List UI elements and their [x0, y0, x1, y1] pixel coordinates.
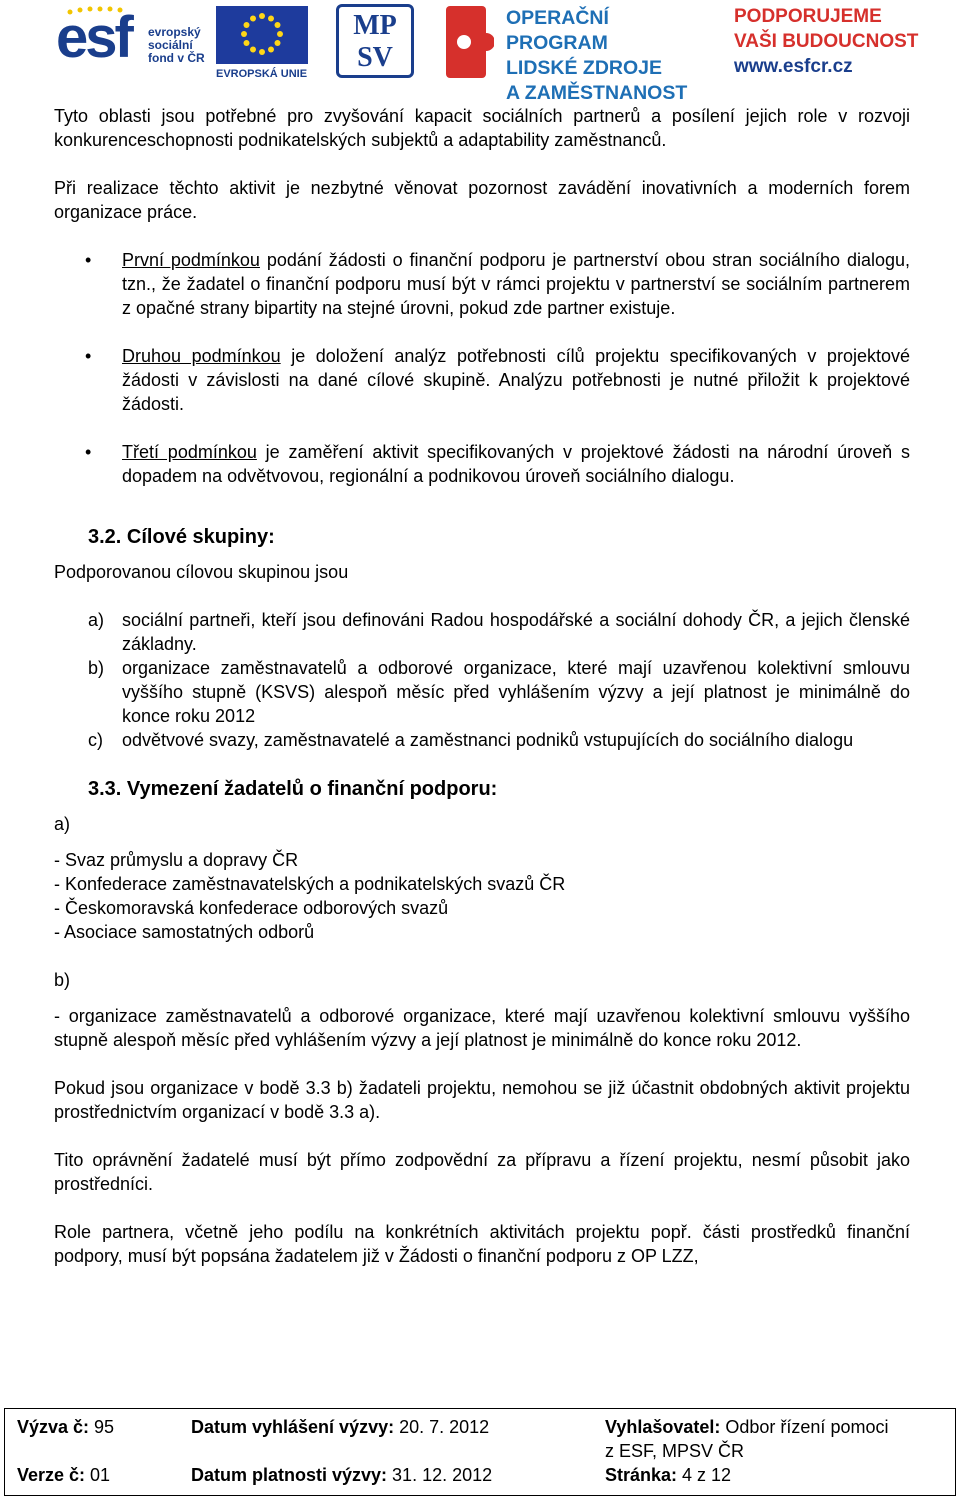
esf-wordmark: esf [56, 5, 131, 70]
target-group-item [54, 656, 910, 728]
bullet-dot-icon: • [85, 442, 92, 462]
podporujeme-logo [734, 4, 934, 80]
bullet-item [54, 440, 910, 488]
op-lzz-caption: OPERAČNÍ PROGRAM LIDSKÉ ZDROJE A ZAMĚSTNANOST [506, 7, 688, 104]
footer-announcer-line-2: z ESF, MPSV ČR [605, 1441, 745, 1461]
mpsv-line-1: MP [353, 10, 397, 41]
podporujeme-caption: PODPORUJEME VAŠI BUDOUCNOST [734, 6, 919, 52]
bullet-underlined: Druhou podmínkou [122, 346, 281, 366]
section-heading-3-2: 3.2. Cílové skupiny: [88, 526, 275, 548]
paragraph-6: Role partnera, včetně jeho podílu na konkrétních aktivitách projektu popř. části prostředků finanční podpory, musí být popsána žadatelem již v Žádosti o finanční podporu z OP LZZ, [54, 1222, 910, 1266]
op-lzz-logo [444, 4, 714, 104]
paragraph-1: Tyto oblasti jsou potřebné pro zvyšování kapacit sociálních partnerů a posílení jejich role v rozvoji konkurenceschopnosti podnikatelských subjektů a adaptability zaměstnanců. [54, 106, 910, 150]
mpsv-line-2: SV [357, 42, 393, 73]
target-group-label: c) [88, 730, 103, 750]
target-group-item [54, 728, 910, 752]
paragraph-4: Pokud jsou organizace v bodě 3.3 b) žadateli projektu, nemohou se již účastnit obdobných aktivit projektu prostřednictvím organizací v bodě 3.3 a). [54, 1078, 910, 1122]
eu-logo [216, 6, 308, 78]
section-heading-3-3: 3.3. Vymezení žadatelů o finanční podporu: [88, 778, 498, 800]
footer-announcer: Vyhlašovatel: Odbor řízení pomoci [605, 1417, 889, 1437]
target-group-text: odvětvové svazy, zaměstnavatelé a zaměstnanci podniků vstupujících do sociálního dialogu [122, 730, 854, 750]
applicants-b-text: - organizace zaměstnavatelů a odborové organizace, které mají uzavřenou kolektivní smlouvu vyššího stupně alespoň měsíc před vyhlášením výzvy a její platnost je minimálně do konce roku 2012. [54, 1006, 910, 1050]
target-group-text: organizace zaměstnavatelů a odborové organizace, které mají uzavřenou kolektivní smlouvu vyššího stupně (KSVS) alespoň měsíc před vyhlášením výzvy a její platnost je minimálně do konce roku 2012 [122, 658, 910, 726]
header-logo-bar [0, 0, 960, 104]
footer-page-number: Stránka: 4 z 12 [605, 1465, 732, 1485]
footer-version: Verze č: 01 [17, 1465, 111, 1485]
target-group-label: b) [88, 658, 105, 678]
esf-logo [56, 6, 206, 78]
eu-flag-icon [216, 6, 308, 64]
applicants-a-label: a) [54, 814, 71, 834]
bullet-dot-icon: • [85, 250, 92, 270]
puzzle-icon [444, 4, 494, 80]
bullet-underlined: První podmínkou [122, 250, 260, 270]
bullet-text: je doložení analýz potřebnosti cílů projektu specifikovaných v projektové žádosti v závislosti na dané cílové skupině. Analýzu potřebnosti je nutné přiložit k projektové žádosti. [122, 346, 910, 414]
esfcr-web-link[interactable]: www.esfcr.cz [734, 56, 853, 77]
target-group-item [54, 608, 910, 656]
footer-announce-date: Datum vyhlášení výzvy: 20. 7. 2012 [191, 1417, 490, 1437]
bullet-text: podání žádosti o finanční podporu je partnerství obou stran sociálního dialogu, tzn., že žadatel o finanční podporu musí být v rámci projektu v partnerství se sociálním partnerem z opačné strany bipartity na stejné úrovni, pokud zde partner existuje. [122, 250, 910, 318]
footer-validity-date: Datum platnosti výzvy: 31. 12. 2012 [191, 1465, 493, 1485]
applicant-item: - Asociace samostatných odborů [54, 922, 315, 942]
paragraph-5: Tito oprávnění žadatelé musí být přímo zodpovědní za přípravu a řízení projektu, nesmí působit jako prostředníci. [54, 1150, 910, 1194]
paragraph-3: Podporovanou cílovou skupinou jsou [54, 562, 349, 582]
bullet-item [54, 344, 910, 416]
mpsv-logo [336, 4, 414, 78]
footer-info-table [4, 1408, 956, 1496]
eu-caption: EVROPSKÁ UNIE [216, 68, 308, 80]
footer-call-number: Výzva č: 95 [17, 1417, 115, 1437]
applicant-item: - Konfederace zaměstnavatelských a podnikatelských svazů ČR [54, 874, 566, 894]
bullet-dot-icon: • [85, 346, 92, 366]
esf-caption: evropský sociální fond v ČR [148, 25, 205, 65]
target-group-text: sociální partneři, kteří jsou definováni Radou hospodářské a sociální dohody ČR, a jejich členské základny. [122, 610, 910, 654]
bullet-item [54, 248, 910, 320]
paragraph-2: Při realizace těchto aktivit je nezbytné věnovat pozornost zavádění inovativních a moderních forem organizace práce. [54, 178, 910, 222]
document-body [54, 104, 910, 1268]
bullet-text: je zaměření aktivit specifikovaných v projektové žádosti na národní úroveň s dopadem na odvětvovou, regionální a podnikovou úroveň sociálního dialogu. [122, 442, 910, 486]
applicant-item: - Českomoravská konfederace odborových svazů [54, 898, 449, 918]
bullet-underlined: Třetí podmínkou [122, 442, 257, 462]
applicants-b-label: b) [54, 970, 71, 990]
target-group-label: a) [88, 610, 105, 630]
applicant-item: - Svaz průmyslu a dopravy ČR [54, 850, 299, 870]
